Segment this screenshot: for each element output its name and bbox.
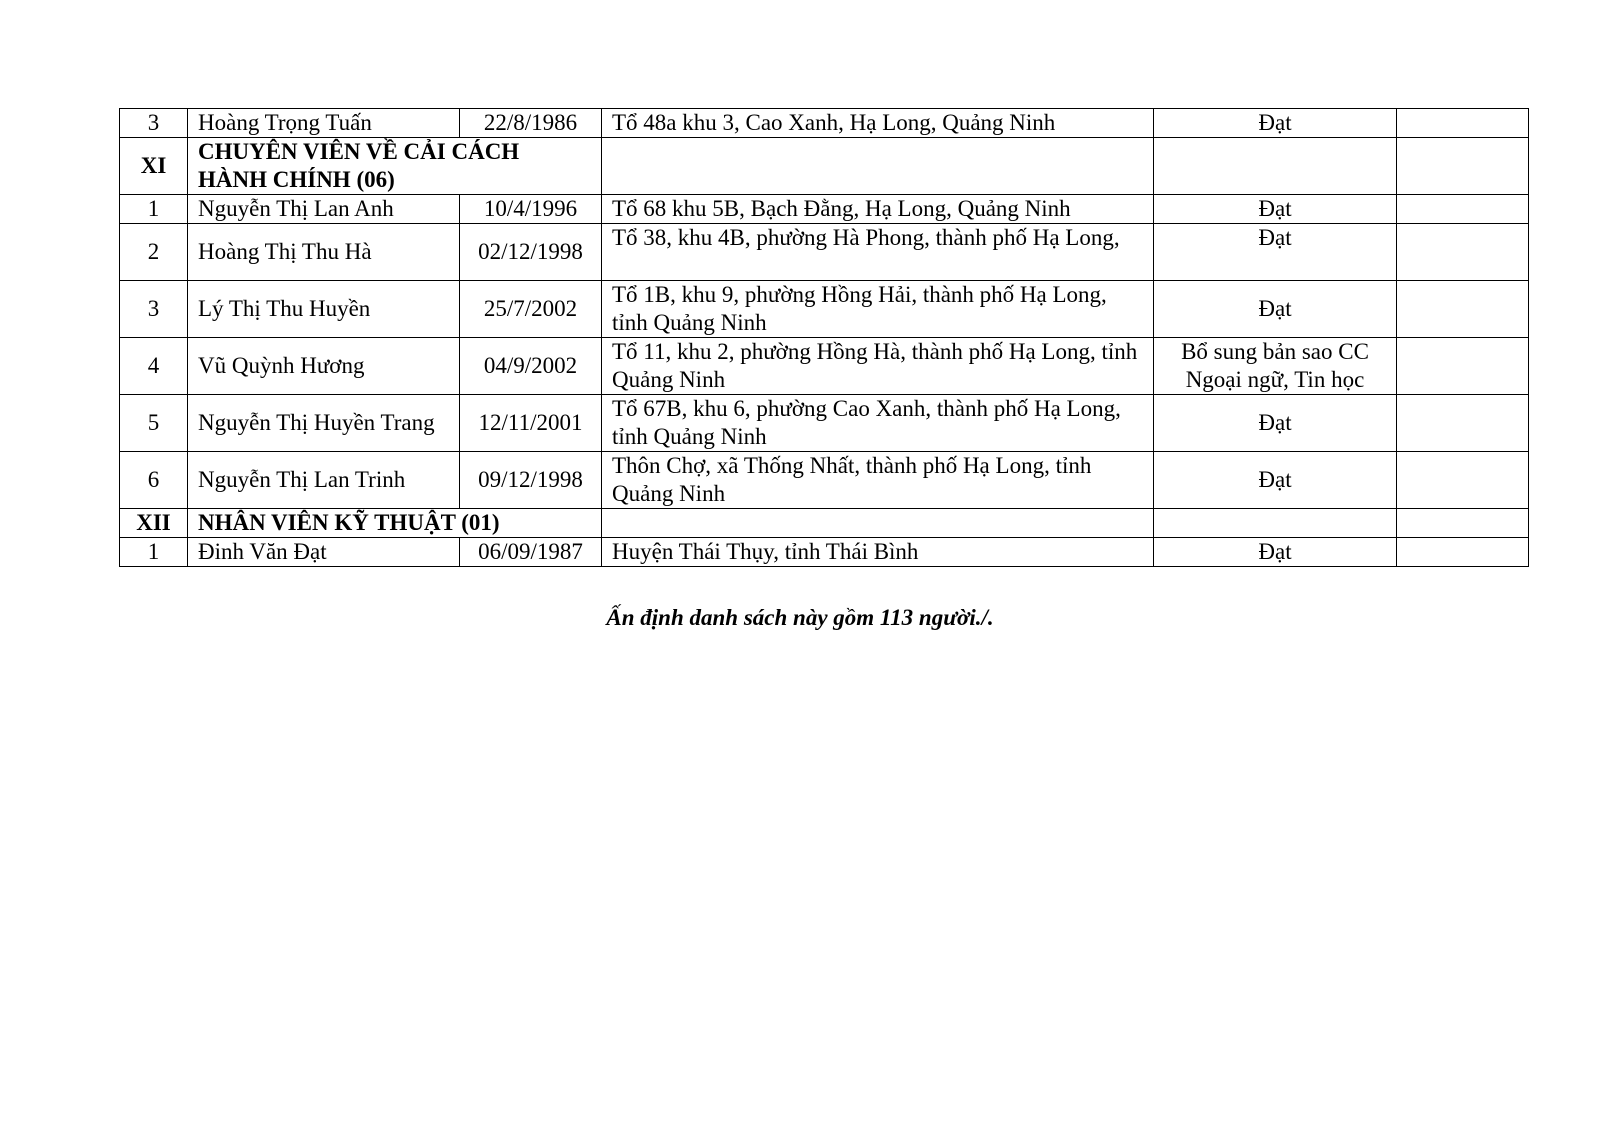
candidate-name: Nguyễn Thị Lan Anh: [188, 195, 460, 224]
table-row: [120, 538, 1529, 567]
section-code: XII: [120, 509, 188, 538]
note-cell: [1397, 224, 1529, 281]
section-title: CHUYÊN VIÊN VỀ CẢI CÁCH HÀNH CHÍNH (06): [188, 138, 602, 195]
address: Huyện Thái Thụy, tỉnh Thái Bình: [602, 538, 1154, 567]
table-row: [120, 452, 1529, 509]
section-code: XI: [120, 138, 188, 195]
table-row: [120, 281, 1529, 338]
candidate-name: Nguyễn Thị Lan Trinh: [188, 452, 460, 509]
note-cell: [1397, 195, 1529, 224]
note-cell: [1397, 538, 1529, 567]
table-row: [120, 395, 1529, 452]
date-of-birth: 02/12/1998: [460, 224, 602, 281]
footer-note: Ấn định danh sách này gồm 113 người./.: [606, 605, 994, 630]
table-row: [120, 338, 1529, 395]
section-row: [120, 509, 1529, 538]
address: Thôn Chợ, xã Thống Nhất, thành phố Hạ Long, tỉnh Quảng Ninh: [602, 452, 1154, 509]
row-number: 2: [120, 224, 188, 281]
candidate-table: [119, 108, 1529, 567]
note-cell: [1397, 281, 1529, 338]
row-number: 6: [120, 452, 188, 509]
address: Tổ 11, khu 2, phường Hồng Hà, thành phố Hạ Long, tỉnh Quảng Ninh: [602, 338, 1154, 395]
row-number: 3: [120, 281, 188, 338]
result: Đạt: [1154, 224, 1397, 281]
result: Đạt: [1154, 395, 1397, 452]
result: Bổ sung bản sao CC Ngoại ngữ, Tin học: [1154, 338, 1397, 395]
date-of-birth: 25/7/2002: [460, 281, 602, 338]
row-number: 3: [120, 109, 188, 138]
empty-cell: [1154, 509, 1397, 538]
candidate-name: Vũ Quỳnh Hương: [188, 338, 460, 395]
candidate-name: Nguyễn Thị Huyền Trang: [188, 395, 460, 452]
row-number: 1: [120, 538, 188, 567]
candidate-name: Đinh Văn Đạt: [188, 538, 460, 567]
candidate-name: Hoàng Thị Thu Hà: [188, 224, 460, 281]
address: Tổ 1B, khu 9, phường Hồng Hải, thành phố Hạ Long, tỉnh Quảng Ninh: [602, 281, 1154, 338]
empty-cell: [602, 509, 1154, 538]
empty-cell: [1397, 509, 1529, 538]
result: Đạt: [1154, 538, 1397, 567]
date-of-birth: 09/12/1998: [460, 452, 602, 509]
address: Tổ 48a khu 3, Cao Xanh, Hạ Long, Quảng Ninh: [602, 109, 1154, 138]
address: Tổ 38, khu 4B, phường Hà Phong, thành phố Hạ Long,: [602, 224, 1154, 281]
empty-cell: [1154, 138, 1397, 195]
candidate-name: Hoàng Trọng Tuấn: [188, 109, 460, 138]
result: Đạt: [1154, 281, 1397, 338]
date-of-birth: 06/09/1987: [460, 538, 602, 567]
result: Đạt: [1154, 195, 1397, 224]
note-cell: [1397, 452, 1529, 509]
result: Đạt: [1154, 109, 1397, 138]
row-number: 1: [120, 195, 188, 224]
date-of-birth: 12/11/2001: [460, 395, 602, 452]
date-of-birth: 04/9/2002: [460, 338, 602, 395]
table-row: [120, 224, 1529, 281]
row-number: 4: [120, 338, 188, 395]
date-of-birth: 10/4/1996: [460, 195, 602, 224]
empty-cell: [602, 138, 1154, 195]
empty-cell: [1397, 138, 1529, 195]
table-row: [120, 109, 1529, 138]
section-row: [120, 138, 1529, 195]
address: Tổ 68 khu 5B, Bạch Đằng, Hạ Long, Quảng Ninh: [602, 195, 1154, 224]
candidate-name: Lý Thị Thu Huyền: [188, 281, 460, 338]
result: Đạt: [1154, 452, 1397, 509]
note-cell: [1397, 109, 1529, 138]
date-of-birth: 22/8/1986: [460, 109, 602, 138]
table-row: [120, 195, 1529, 224]
section-title: NHÂN VIÊN KỸ THUẬT (01): [188, 509, 602, 538]
note-cell: [1397, 395, 1529, 452]
row-number: 5: [120, 395, 188, 452]
note-cell: [1397, 338, 1529, 395]
address: Tổ 67B, khu 6, phường Cao Xanh, thành phố Hạ Long, tỉnh Quảng Ninh: [602, 395, 1154, 452]
